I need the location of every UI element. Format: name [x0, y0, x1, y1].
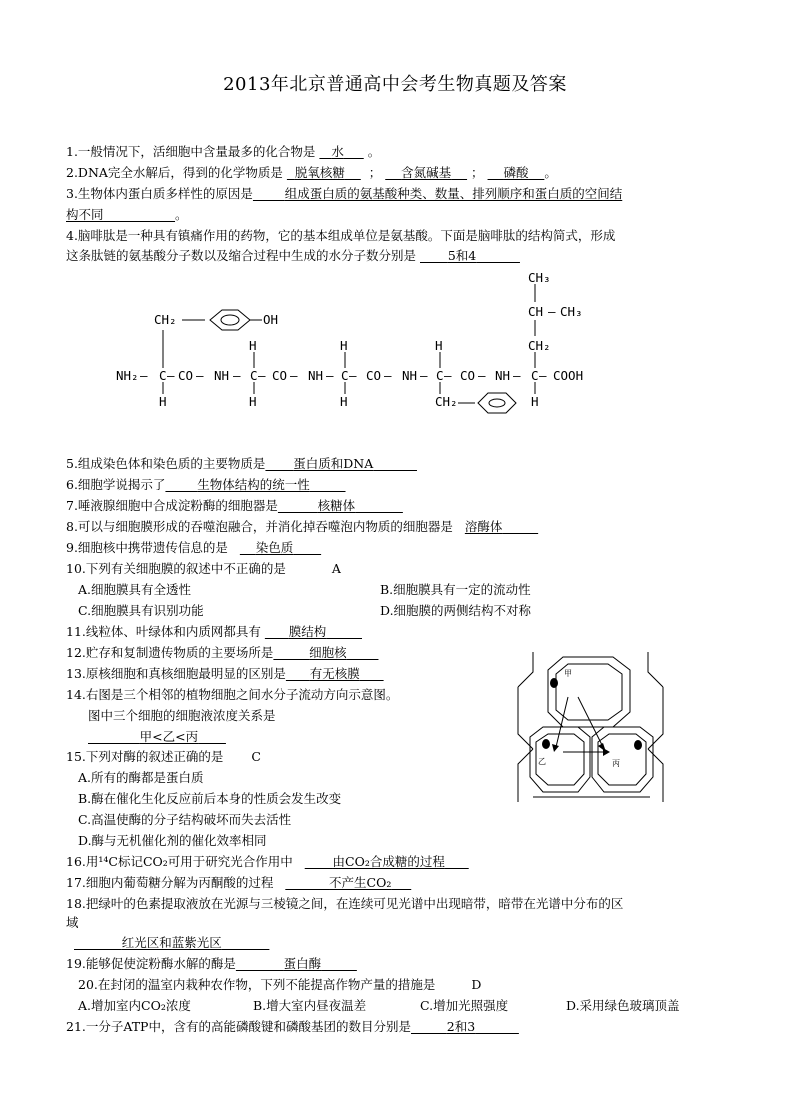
svg-text:CO: CO — [460, 368, 476, 383]
svg-text:C: C — [531, 368, 539, 383]
svg-text:—: — — [478, 368, 486, 383]
answer-5: 蛋白质和DNA — [293, 456, 374, 471]
svg-text:COOH: COOH — [553, 368, 584, 383]
option-20c: C.增加光照强度 — [420, 998, 509, 1013]
answer-14: 甲<乙<丙 — [139, 729, 199, 744]
option-10b: B.细胞膜具有一定的流动性 — [380, 582, 531, 597]
question-16: 16.用¹⁴C标记CO₂可用于研究光合作用中 由CO₂合成糖的过程 — [66, 853, 469, 871]
svg-text:H: H — [159, 394, 167, 409]
structure-labels — [116, 270, 583, 409]
question-21: 21.一分子ATP中，含有的高能磷酸键和磷酸基团的数目分别是 2和3 — [66, 1018, 519, 1036]
svg-text:CO: CO — [272, 368, 288, 383]
svg-text:C: C — [341, 368, 349, 383]
svg-text:—: — — [548, 304, 556, 319]
option-15b: B.酶在催化生化反应前后本身的性质会发生改变 — [78, 791, 342, 806]
question-14-cont: 图中三个细胞的细胞液浓度关系是 — [88, 708, 276, 723]
option-10d: D.细胞膜的两侧结构不对称 — [380, 603, 532, 618]
svg-text:NH: NH — [308, 368, 324, 383]
svg-text:H: H — [340, 394, 348, 409]
question-2: 2.DNA完全水解后，得到的化学物质是 脱氧核糖 ； 含氮碱基 ； 磷酸 。 — [66, 165, 557, 180]
question-7: 7.唾液腺细胞中合成淀粉酶的细胞器是 核糖体 — [66, 497, 403, 515]
svg-text:NH₂: NH₂ — [116, 368, 139, 383]
question-5: 5.组成染色体和染色质的主要物质是 蛋白质和DNA — [66, 455, 417, 473]
option-20d: D.采用绿色玻璃顶盖 — [566, 998, 680, 1013]
svg-text:CH₂: CH₂ — [435, 394, 458, 409]
question-4: 4.脑啡肽是一种具有镇痛作用的药物，它的基本组成单位是氨基酸。下面是脑啡肽的结构简式，形成 — [66, 228, 616, 243]
question-3: 3.生物体内蛋白质多样性的原因是 组成蛋白质的氨基酸种类、数量、排列顺序和蛋白质的空间结 — [66, 186, 623, 201]
option-15a: A.所有的酶都是蛋白质 — [78, 770, 204, 785]
svg-text:C: C — [159, 368, 167, 383]
answer-20: D — [471, 977, 482, 992]
answer-10: A — [331, 561, 341, 576]
question-11: 11.线粒体、叶绿体和内质网都具有 膜结构 — [66, 623, 362, 641]
question-17: 17.细胞内葡萄糖分解为丙酮酸的过程 不产生CO₂ — [66, 874, 411, 892]
answer-12: 细胞核 — [309, 645, 347, 660]
option-10c: C.细胞膜具有识别功能 — [78, 603, 204, 618]
answer-8: 溶酶体 — [464, 519, 503, 534]
answer-4: 5和4 — [447, 248, 477, 263]
svg-text:—: — — [349, 368, 357, 383]
question-8: 8.可以与细胞膜形成的吞噬泡融合，并消化掉吞噬泡内物质的细胞器是 溶酶体 — [66, 518, 538, 536]
svg-text:CH₂: CH₂ — [528, 338, 551, 353]
answer-2c: 磷酸 — [503, 165, 529, 180]
svg-text:CH₃: CH₃ — [560, 304, 583, 319]
answer-9: 染色质 — [255, 540, 294, 555]
peptide-structure — [0, 268, 790, 418]
question-4-cont: 这条肽链的氨基酸分子数以及缩合过程中生成的水分子数分别是 5和4 — [66, 247, 520, 265]
page-title: 2013年北京普通高中会考生物真题及答案 — [223, 74, 567, 95]
svg-text:H: H — [340, 338, 348, 353]
question-20: 20.在封闭的温室内栽种农作物，下列不能提高作物产量的措施是 D — [78, 977, 482, 992]
answer-19: 蛋白酶 — [283, 956, 322, 971]
svg-text:CH₂: CH₂ — [154, 312, 177, 327]
answer-21: 2和3 — [446, 1019, 476, 1034]
svg-text:C: C — [436, 368, 444, 383]
svg-text:NH: NH — [495, 368, 511, 383]
answer-1: 水 — [331, 144, 344, 159]
cell-diagram — [508, 652, 678, 802]
svg-text:—: — — [258, 368, 266, 383]
option-10a: A.细胞膜具有全透性 — [78, 582, 192, 597]
answer-3: 组成蛋白质的氨基酸种类、数量、排列顺序和蛋白质的空间结 — [284, 186, 623, 201]
svg-text:—: — — [290, 368, 298, 383]
svg-text:—: — — [539, 368, 547, 383]
svg-text:H: H — [249, 394, 257, 409]
answer-15: C — [251, 749, 261, 764]
question-6: 6.细胞学说揭示了 生物体结构的统一性 — [66, 476, 346, 494]
svg-text:—: — — [196, 368, 204, 383]
svg-text:CH₃: CH₃ — [528, 270, 551, 285]
option-20a: A.增加室内CO₂浓度 — [78, 998, 191, 1013]
question-3-cont: 构不同 。 — [66, 207, 188, 222]
answer-6: 生物体结构的统一性 — [197, 477, 310, 492]
question-19: 19.能够促使淀粉酶水解的酶是 蛋白酶 — [66, 955, 357, 973]
question-12: 12.贮存和复制遗传物质的主要场所是 细胞核 — [66, 644, 378, 662]
svg-text:CO: CO — [178, 368, 194, 383]
answer-17: 不产生CO₂ — [329, 875, 392, 890]
answer-16: 由CO₂合成糖的过程 — [332, 854, 445, 869]
svg-text:H: H — [249, 338, 257, 353]
question-9: 9.细胞核中携带遗传信息的是 染色质 — [66, 539, 321, 557]
question-18-cont: 域 — [66, 915, 79, 930]
label-bing: 丙 — [612, 759, 620, 768]
svg-text:—: — — [420, 368, 428, 383]
svg-text:—: — — [384, 368, 392, 383]
label-jia: 甲 — [564, 669, 572, 678]
svg-text:C: C — [250, 368, 258, 383]
answer-7: 核糖体 — [317, 498, 356, 513]
svg-text:—: — — [444, 368, 452, 383]
option-15c: C.高温使酶的分子结构破坏而失去活性 — [78, 812, 292, 827]
answer-2a: 脱氧核糖 — [294, 165, 345, 180]
svg-text:CO: CO — [366, 368, 382, 383]
svg-text:H: H — [531, 394, 539, 409]
question-15: 15.下列对酶的叙述正确的是 C — [66, 749, 261, 764]
svg-text:—: — — [513, 368, 521, 383]
answer-2b: 含氮碱基 — [401, 165, 452, 180]
question-1: 1.一般情况下，活细胞中含量最多的化合物是 水 。 — [66, 144, 381, 159]
svg-text:H: H — [435, 338, 443, 353]
svg-text:—: — — [167, 368, 175, 383]
svg-text:NH: NH — [214, 368, 230, 383]
question-10: 10.下列有关细胞膜的叙述中不正确的是 A — [66, 561, 341, 576]
answer-11: 膜结构 — [288, 624, 327, 639]
svg-text:—: — — [233, 368, 241, 383]
question-14: 14.右图是三个相邻的植物细胞之间水分子流动方向示意图。 — [66, 687, 399, 702]
question-13: 13.原核细胞和真核细胞最明显的区别是 有无核膜 — [66, 665, 384, 683]
svg-text:CH: CH — [528, 304, 544, 319]
svg-text:OH: OH — [263, 312, 279, 327]
svg-text:—: — — [140, 368, 148, 383]
answer-13: 有无核膜 — [309, 666, 360, 681]
svg-text:—: — — [326, 368, 334, 383]
label-yi: 乙 — [538, 757, 546, 766]
question-18: 18.把绿叶的色素提取液放在光源与三棱镜之间，在连续可见光谱中出现暗带，暗带在光谱中分布的区 — [66, 896, 624, 911]
svg-text:NH: NH — [402, 368, 418, 383]
answer-18: 红光区和蓝紫光区 — [121, 935, 222, 950]
option-20b: B.增大室内昼夜温差 — [253, 998, 367, 1013]
option-15d: D.酶与无机催化剂的催化效率相同 — [78, 833, 267, 848]
